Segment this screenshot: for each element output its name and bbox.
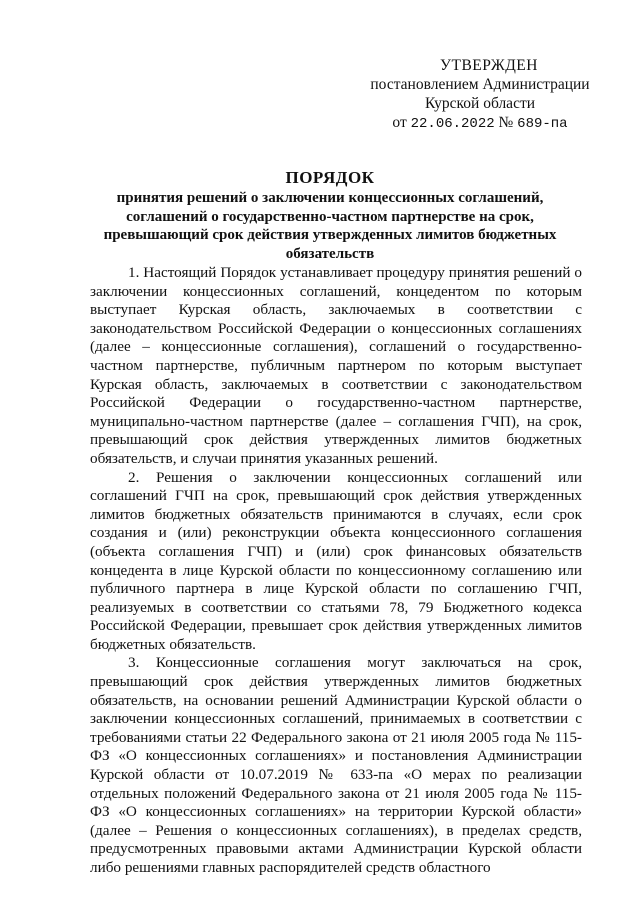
approval-date-line: [360, 113, 600, 134]
paragraph-1: 1. Настоящий Порядок устанавливает процедуру принятия решений о заключении концессионных соглашений, концедентом по которым выступает Курская область, заключаемых в соответствии с законодательством Российской Федерации о концессионных соглашениях (далее – концессионные соглашения), соглашений о государственно-частном партнерстве, публичным партнером по которым выступает Курская область, заключаемых в соответствии с законодательством Российской Федерации о государственно-частном партнерстве, муниципально-частном партнерстве (далее – соглашения ГЧП), на срок, превышающий срок действия утвержденных лимитов бюджетных обязательств, и случаи принятия указанных решений.: [90, 264, 582, 467]
paragraph-2: 2. Решения о заключении концессионных соглашений или соглашений ГЧП на срок, превышающий срок действия утвержденных лимитов бюджетных обязательств принимаются в случаях, если срок создания и (или) реконструкции объекта концессионного соглашения (объекта соглашения ГЧП) и (или) срок финансовых обязательств концедента в лице Курской области по концессионному соглашению или публичного партнера в лице Курской области по соглашению ГЧП, реализуемых в соответствии со статьями 78, 79 Бюджетного кодекса Российской Федерации, превышает срок действия утвержденных лимитов бюджетных обязательств.: [90, 468, 582, 653]
approval-title: УТВЕРЖДЕН: [440, 57, 538, 74]
document-body: [90, 264, 582, 878]
approval-date-prefix: от: [392, 114, 411, 131]
approval-stamp: [360, 56, 600, 134]
paragraph-3: 3. Концессионные соглашения могут заключаться на срок, превышающий срок действия утвержденных лимитов бюджетных обязательств, на основании решений Администрации Курской области о заключении концессионных соглашений, принимаемых в соответствии с требованиями статьи 22 Федерального закона от 21 июля 2005 года № 115-ФЗ «О концессионных соглашениях» и постановления Администрации Курской области от 10.07.2019 № 633-па «О мерах по реализации отдельных положений Федерального закона от 21 июля 2005 года № 115-ФЗ «О концессионных соглашениях» на территории Курской области» (далее – Решения о концессионных соглашениях), в пределах средств, предусмотренных правовыми актами Администрации Курской области либо решениями главных распорядителей средств областного: [90, 654, 582, 876]
document-heading: [80, 167, 580, 263]
document-subtitle: принятия решений о заключении концессионных соглашений, соглашений о государственно-частном партнерстве на срок, превышающий срок действия утвержденных лимитов бюджетных обязательств: [103, 190, 557, 262]
approval-authority: постановлением Администрации: [370, 76, 590, 93]
approval-number-prefix: №: [494, 114, 518, 131]
approval-date: 22.06.2022: [410, 116, 495, 132]
approval-region: Курской области: [424, 95, 536, 112]
document-title: ПОРЯДОК: [285, 168, 375, 187]
approval-number: 689-па: [517, 116, 568, 132]
